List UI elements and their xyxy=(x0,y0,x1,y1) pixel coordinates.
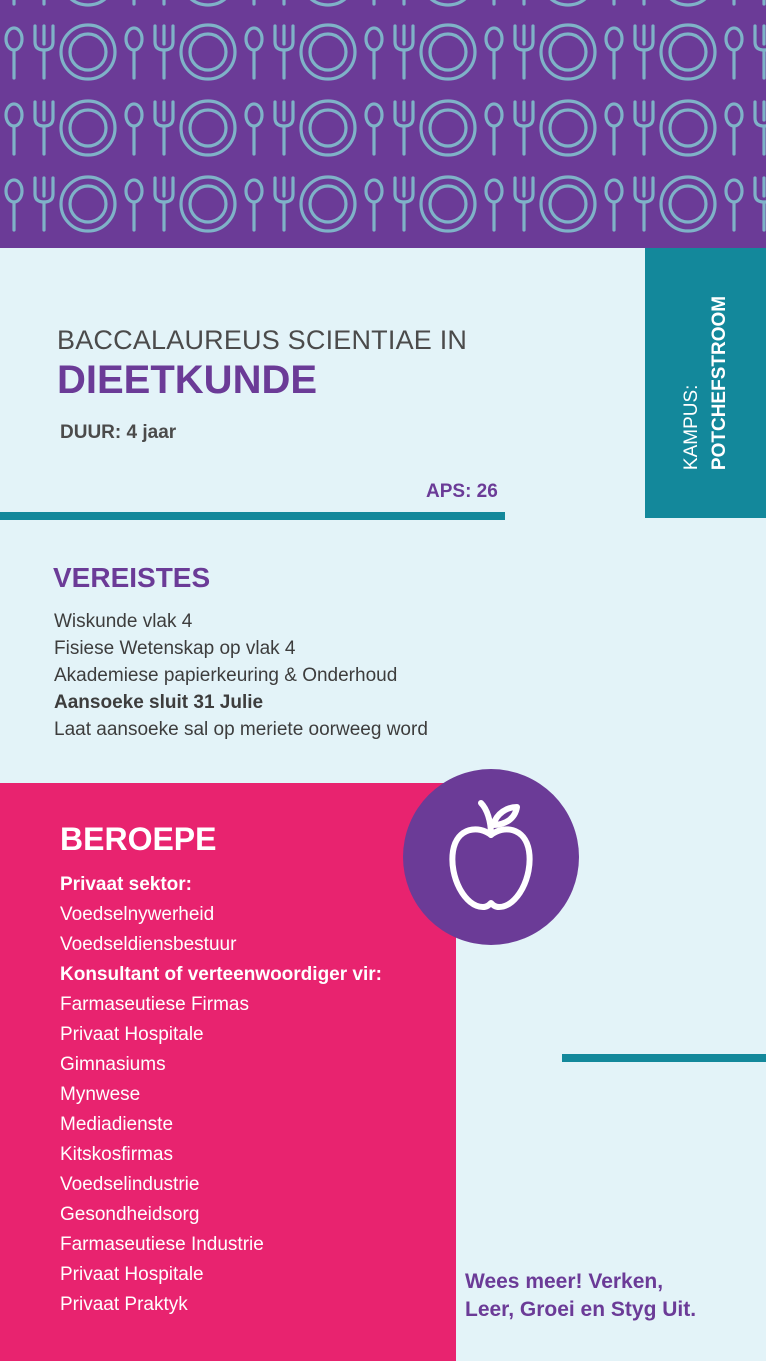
slogan-line: Leer, Groei en Styg Uit. xyxy=(465,1298,697,1321)
career-heading: Privaat sektor: xyxy=(60,874,193,895)
divider-line-right xyxy=(562,1054,766,1062)
requirements-title: VEREISTES xyxy=(53,562,211,593)
campus-value: POTCHEFSTROOM xyxy=(708,295,730,471)
slogan-line: Wees meer! Verken, xyxy=(465,1270,664,1293)
career-item: Privaat Hospitale xyxy=(60,1024,204,1045)
careers-list xyxy=(60,870,382,1320)
degree-prefix: BACCALAUREUS SCIENTIAE IN xyxy=(57,325,468,355)
career-heading: Konsultant of verteenwoordiger vir: xyxy=(60,964,382,985)
header-pattern-banner xyxy=(0,0,766,248)
requirement-item: Fisiese Wetenskap op vlak 4 xyxy=(54,638,296,659)
requirement-item: Laat aansoeke sal op meriete oorweeg word xyxy=(54,719,428,740)
career-item: Privaat Hospitale xyxy=(60,1264,204,1285)
apple-badge xyxy=(403,769,579,945)
requirements-list xyxy=(54,608,428,743)
requirement-item-deadline: Aansoeke sluit 31 Julie xyxy=(54,692,264,713)
degree-title: DIEETKUNDE xyxy=(57,358,318,402)
duration-value: 4 jaar xyxy=(126,422,177,443)
career-item: Gimnasiums xyxy=(60,1054,166,1075)
career-item: Voedseldiensbestuur xyxy=(60,934,237,955)
aps-score: APS: 26 xyxy=(426,481,498,502)
career-item: Mediadienste xyxy=(60,1114,174,1135)
duration xyxy=(60,422,176,444)
career-item: Voedselindustrie xyxy=(60,1174,200,1195)
careers-title: BEROEPE xyxy=(60,821,217,857)
career-item: Mynwese xyxy=(60,1084,141,1105)
duration-label: DUUR: xyxy=(60,422,122,443)
apple-icon xyxy=(403,769,579,945)
slogan xyxy=(465,1268,755,1324)
career-item: Privaat Praktyk xyxy=(60,1294,188,1315)
career-item: Voedselnywerheid xyxy=(60,904,215,925)
plate-fork-spoon-icon xyxy=(0,0,766,248)
career-item: Gesondheidsorg xyxy=(60,1204,200,1225)
campus-key: KAMPUS: xyxy=(680,384,702,471)
campus-label xyxy=(678,296,734,470)
career-item: Farmaseutiese Industrie xyxy=(60,1234,264,1255)
requirement-item: Akademiese papierkeuring & Onderhoud xyxy=(54,665,398,686)
divider-line xyxy=(0,512,505,520)
career-item: Kitskosfirmas xyxy=(60,1144,173,1165)
career-item: Farmaseutiese Firmas xyxy=(60,994,249,1015)
campus-box xyxy=(645,248,766,518)
requirement-item: Wiskunde vlak 4 xyxy=(54,611,193,632)
